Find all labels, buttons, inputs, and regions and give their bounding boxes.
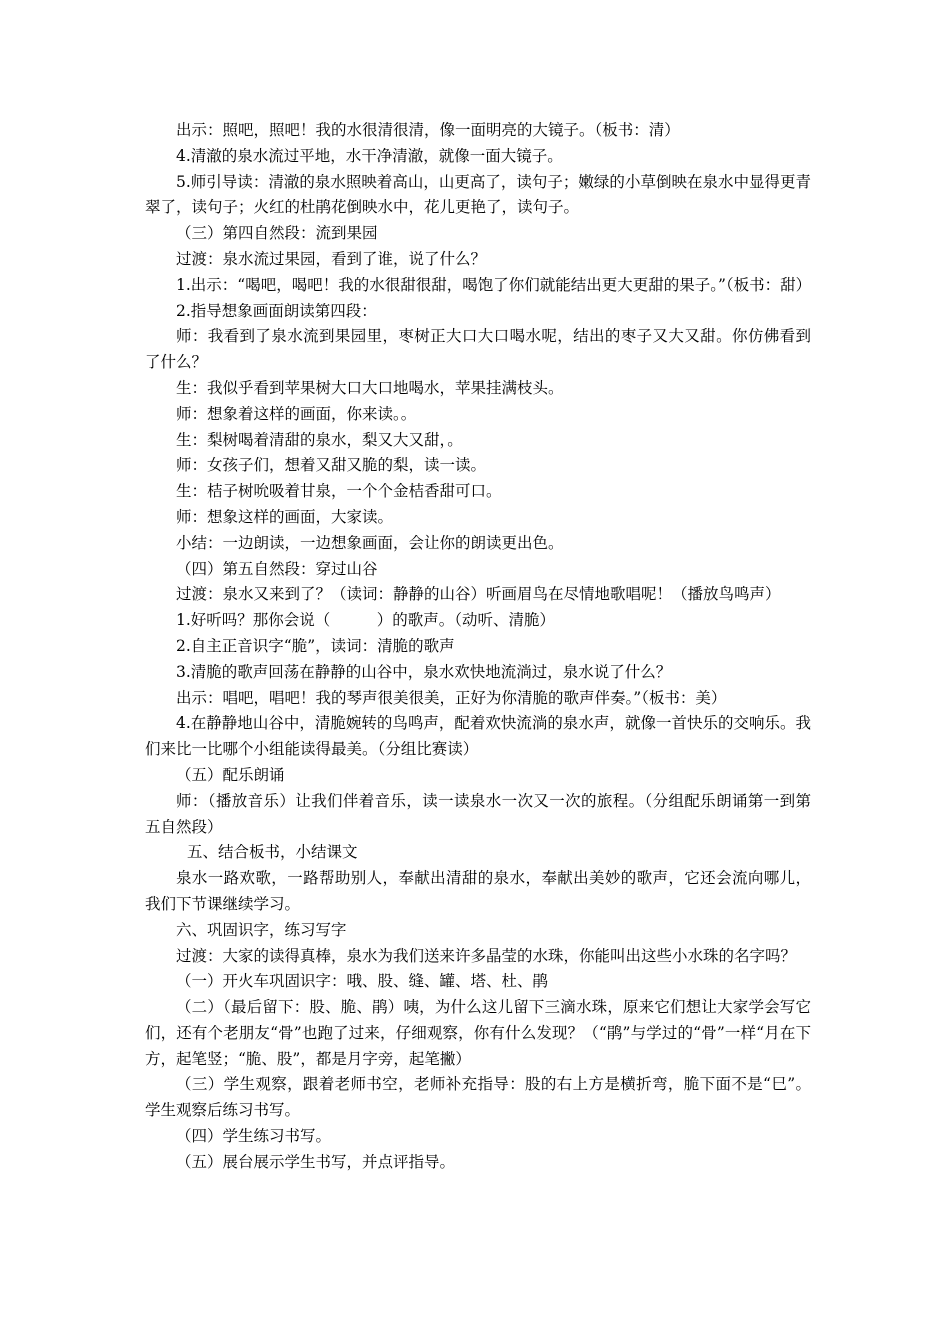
paragraph: 师：想象着这样的画面，你来读。。 [176, 404, 417, 423]
paragraph: 师：我看到了泉水流到果园里，枣树正大口大口喝水呢，结出的枣子又大又甜。你仿佛看到了什么？ [145, 327, 811, 372]
paragraph: 2.自主正音识字“脆”，读词：清脆的歌声 [176, 636, 455, 655]
paragraph: 4.在静静地山谷中，清脆婉转的鸟鸣声，配着欢快流淌的泉水声，就像一首快乐的交响乐。我们来比一比哪个小组能读得最美。（分组比赛读） [145, 714, 811, 759]
paragraph: 1.好听吗？那你会说（ ）的歌声。（动听、清脆） [176, 611, 556, 630]
paragraph: （三）学生观察，跟着老师书空，老师补充指导：股的右上方是横折弯，脆下面不是“巳”。学生观察后练习书写。 [145, 1075, 811, 1120]
paragraph: 出示：唱吧，唱吧！我的琴声很美很美，正好为你清脆的歌声伴奏。”（板书：美） [176, 688, 727, 707]
paragraph: 师：想象这样的画面，大家读。 [176, 507, 394, 526]
paragraph: 生：桔子树吮吸着甘泉，一个个金桔香甜可口。 [176, 482, 502, 501]
paragraph: 过渡：泉水又来到了？（读词：静静的山谷）听画眉鸟在尽情地歌唱呢！（播放鸟鸣声） [176, 585, 781, 604]
paragraph: （一）开火车巩固识字：哦、股、缝、罐、塔、杜、鹃 [176, 972, 549, 991]
paragraph: 生：梨树喝着清甜的泉水，梨又大又甜，。 [176, 430, 463, 449]
section-heading: 五、结合板书，小结课文 [187, 843, 358, 862]
paragraph: 小结：一边朗读，一边想象画面，会让你的朗读更出色。 [176, 533, 564, 552]
paragraph: （四）学生练习书写。 [176, 1127, 332, 1146]
paragraph: 过渡：大家的读得真棒，泉水为我们送来许多晶莹的水珠，你能叫出这些小水珠的名字吗？ [176, 946, 797, 965]
paragraph: 生：我似乎看到苹果树大口大口地喝水，苹果挂满枝头。 [176, 378, 564, 397]
section-heading: （三）第四自然段：流到果园 [176, 224, 378, 243]
section-heading: （五）配乐朗诵 [176, 765, 285, 784]
document-body [145, 118, 811, 1176]
paragraph: （五）展台展示学生书写，并点评指导。 [176, 1152, 456, 1171]
paragraph: 1.出示：“喝吧，喝吧！我的水很甜很甜，喝饱了你们就能结出更大更甜的果子。”（板书：甜） [176, 275, 812, 294]
paragraph: 出示：照吧，照吧！我的水很清很清，像一面明亮的大镜子。（板书：清） [176, 121, 680, 139]
paragraph: 泉水一路欢歌，一路帮助别人，奉献出清甜的泉水，奉献出美妙的歌声，它还会流向哪儿，我们下节课继续学习。 [145, 869, 811, 913]
paragraph: （二）（最后留下：股、脆、鹃）咦，为什么这儿留下三滴水珠，原来它们想让大家学会写它们，还有个老朋友“骨”也跑了过来，仔细观察，你有什么发现？（“鹃”与学过的“骨”一样“月在下方，起笔竖；“脆、股”，都是月字旁，起笔撇） [145, 998, 811, 1068]
paragraph: 2.指导想象画面朗读第四段： [176, 301, 377, 320]
paragraph: 3.清脆的歌声回荡在静静的山谷中，泉水欢快地流淌过，泉水说了什么？ [176, 662, 672, 681]
section-heading: 六、巩固识字，练习写字 [176, 920, 347, 939]
section-heading: （四）第五自然段：穿过山谷 [176, 559, 378, 578]
paragraph: 5.师引导读：清澈的泉水照映着高山，山更高了，读句子；嫩绿的小草倒映在泉水中显得更青翠了，读句子；火红的杜鹃花倒映水中，花儿更艳了，读句子。 [145, 172, 811, 217]
paragraph: 过渡：泉水流过果园，看到了谁，说了什么？ [176, 249, 487, 268]
paragraph: 师：女孩子们，想着又甜又脆的梨，读一读。 [176, 456, 487, 475]
paragraph: 4.清澈的泉水流过平地，水干净清澈，就像一面大镜子。 [176, 146, 563, 165]
paragraph: 师：（播放音乐）让我们伴着音乐，读一读泉水一次又一次的旅程。（分组配乐朗诵第一到第五自然段） [145, 791, 811, 836]
